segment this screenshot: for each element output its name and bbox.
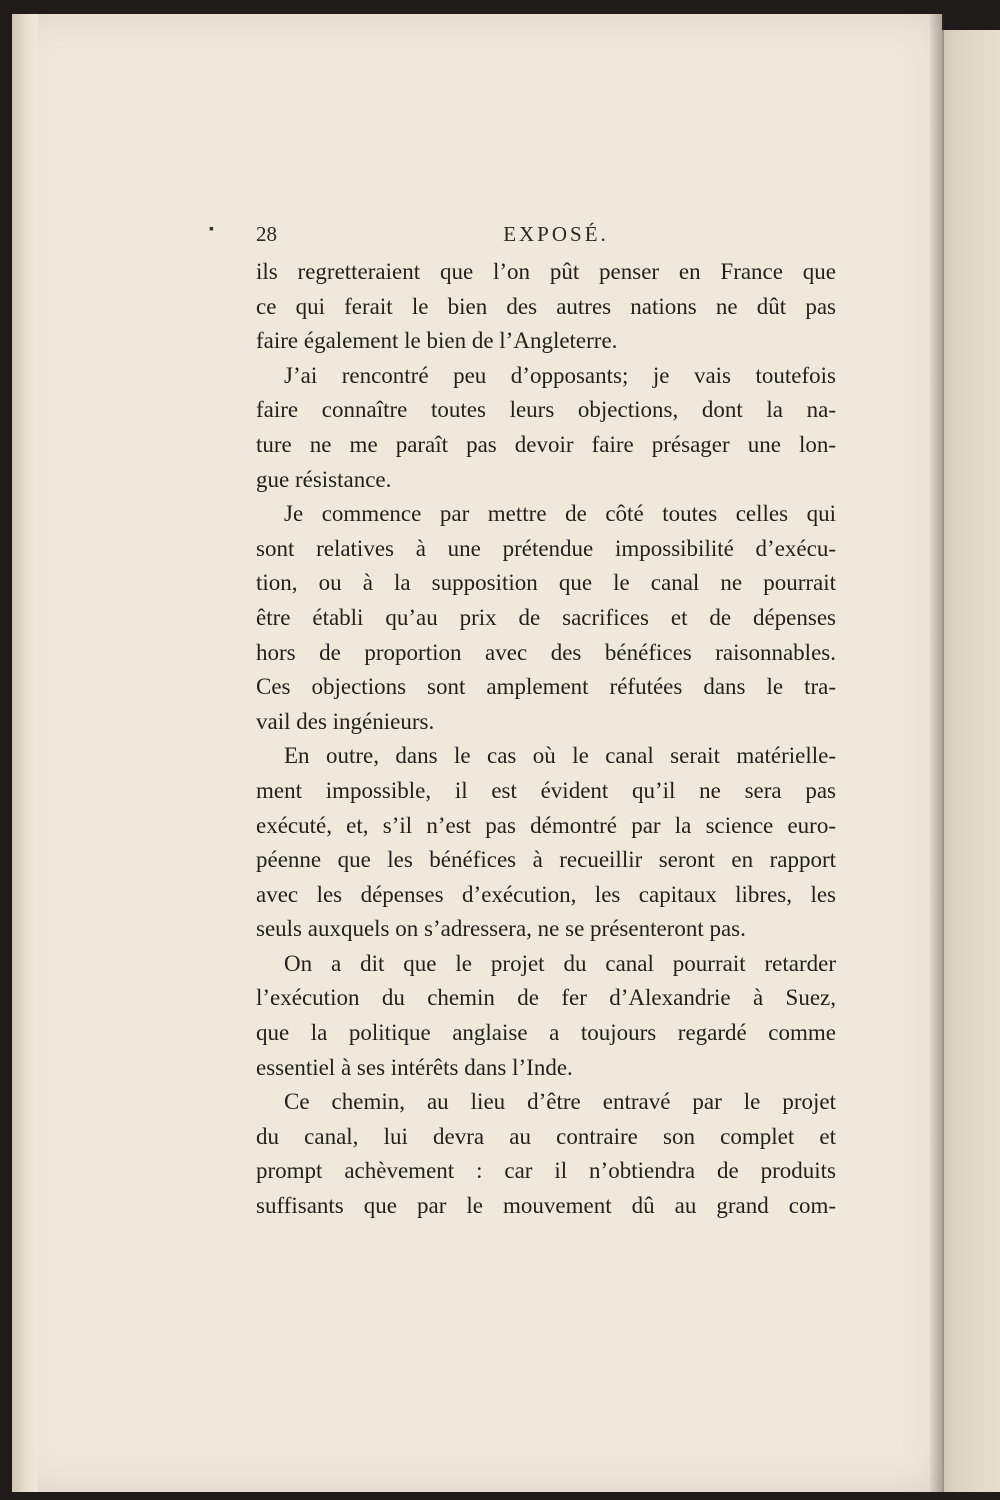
running-head xyxy=(256,222,836,252)
text-line: exécuté, et, s’il n’est pas démontré par la science euro- xyxy=(256,812,836,838)
text-line: vail des ingénieurs. xyxy=(256,708,435,734)
running-title: EXPOSÉ. xyxy=(503,222,609,246)
text-line: Je commence par mettre de côté toutes celles qui xyxy=(284,501,836,527)
text-line: avec les dépenses d’exécution, les capitaux libres, les xyxy=(256,881,836,907)
paragraph xyxy=(256,947,836,1085)
page-number: 28 xyxy=(256,222,277,246)
text-line: Ce chemin, au lieu d’être entravé par le projet xyxy=(284,1089,836,1115)
text-line: essentiel à ses intérêts dans l’Inde. xyxy=(256,1054,573,1080)
text-line: seuls auxquels on s’adressera, ne se présenteront pas. xyxy=(256,916,746,942)
page-gutter xyxy=(12,14,38,1492)
text-line: hors de proportion avec des bénéfices raisonnables. xyxy=(256,639,836,665)
text-line: ils regretteraient que l’on pût penser en France que xyxy=(256,259,836,284)
body-text xyxy=(256,255,836,1224)
text-line: gue résistance. xyxy=(256,466,392,492)
text-line: En outre, dans le cas où le canal serait matérielle- xyxy=(284,743,836,769)
text-line: que la politique anglaise a toujours regardé comme xyxy=(256,1020,836,1046)
text-line: tion, ou à la supposition que le canal ne pourrait xyxy=(256,570,836,596)
text-line: péenne que les bénéfices à recueillir seront en rapport xyxy=(256,847,836,873)
facing-page-edge xyxy=(936,30,1000,1492)
text-line: prompt achèvement : car il n’obtiendra de produits xyxy=(256,1158,836,1184)
text-line: ment impossible, il est évident qu’il ne sera pas xyxy=(256,777,836,803)
paragraph xyxy=(256,1085,836,1223)
paragraph xyxy=(256,497,836,739)
text-line: faire également le bien de l’Angleterre. xyxy=(256,328,618,354)
text-line: J’ai rencontré peu d’opposants; je vais toutefois xyxy=(284,362,836,388)
text-line: du canal, lui devra au contraire son complet et xyxy=(256,1123,836,1149)
text-line: On a dit que le projet du canal pourrait retarder xyxy=(284,950,836,976)
text-line: être établi qu’au prix de sacrifices et de dépenses xyxy=(256,604,836,630)
paragraph xyxy=(256,359,836,497)
text-line: ce qui ferait le bien des autres nations ne dût pas xyxy=(256,293,836,319)
text-line: suffisants que par le mouvement dû au grand com- xyxy=(256,1193,836,1219)
text-line: sont relatives à une prétendue impossibilité d’exécu- xyxy=(256,535,836,561)
text-line: ture ne me paraît pas devoir faire présager une lon- xyxy=(256,431,836,457)
text-line: l’exécution du chemin de fer d’Alexandrie à Suez, xyxy=(256,985,836,1011)
paragraph xyxy=(256,739,836,947)
text-line: Ces objections sont amplement réfutées dans le tra- xyxy=(256,674,836,700)
binding-shadow xyxy=(930,14,944,1492)
margin-mark: ▪ xyxy=(209,222,214,237)
text-line: faire connaître toutes leurs objections, dont la na- xyxy=(256,397,836,423)
paragraph xyxy=(256,255,836,359)
